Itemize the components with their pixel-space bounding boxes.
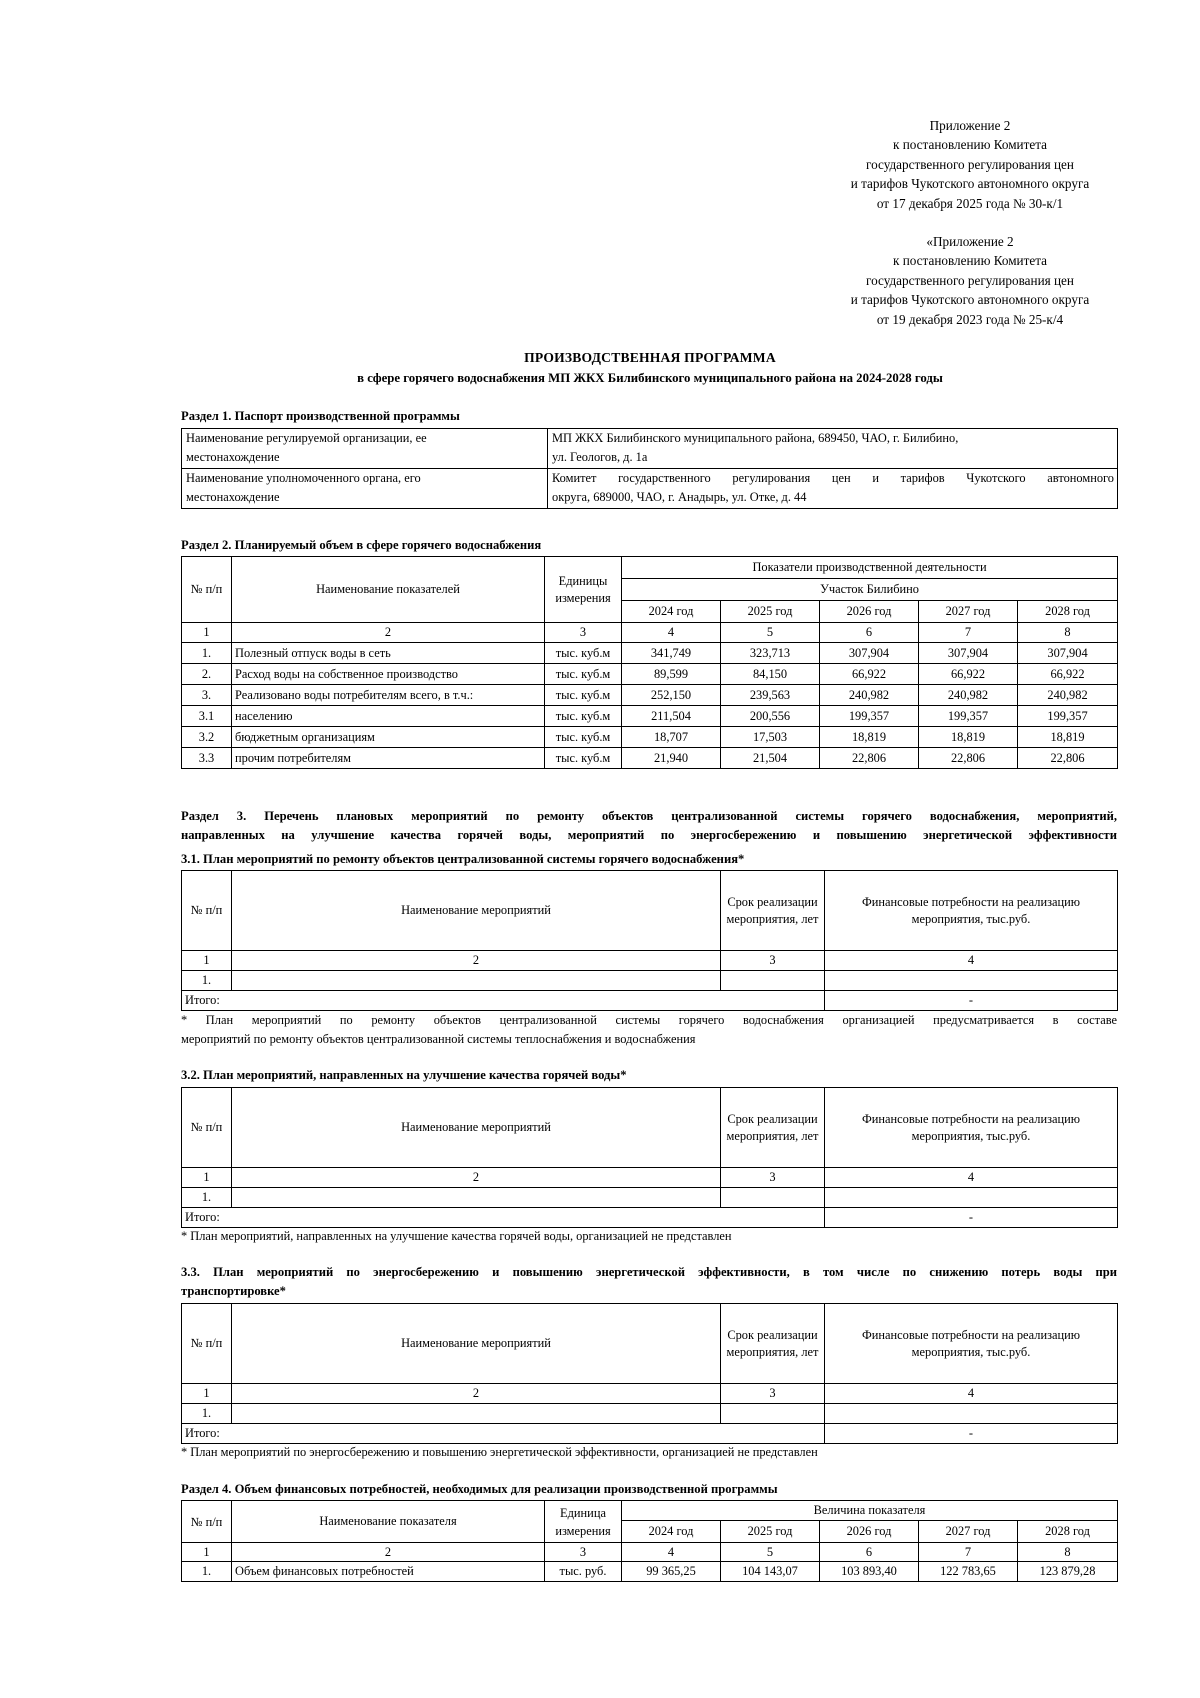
row-unit: тыс. куб.м — [545, 664, 622, 685]
appendix-line: и тарифов Чукотского автономного округа — [850, 292, 1090, 308]
index-cell: 2 — [232, 1384, 721, 1404]
row-num: 1. — [182, 1562, 232, 1582]
index-cell: 4 — [825, 1168, 1118, 1188]
index-cell: 1 — [182, 623, 232, 643]
row-value: 240,982 — [820, 685, 919, 706]
col-fin-header: Финансовые потребности на реализацию мероприятия, тыс.руб. — [825, 871, 1118, 951]
appendix-line: от 19 декабря 2023 года № 25-к/4 — [876, 311, 1064, 327]
row-value: 307,904 — [1018, 643, 1118, 664]
appendix-line: «Приложение 2 — [926, 234, 1014, 249]
row-unit: тыс. куб.м — [545, 748, 622, 769]
row-num: 1. — [182, 1188, 232, 1208]
table-header-row — [182, 1501, 1118, 1521]
section4-heading: Раздел 4. Объем финансовых потребностей, необходимых для реализации производственной программы — [181, 1482, 778, 1496]
row-value: 239,563 — [721, 685, 820, 706]
row-value: 323,713 — [721, 643, 820, 664]
row-num: 3. — [182, 685, 232, 706]
appendix-line: государственного регулирования цен — [866, 272, 1074, 288]
table-row — [182, 1404, 1118, 1424]
appendix-line: к постановлению Комитета — [893, 253, 1047, 269]
total-row — [182, 1208, 1118, 1228]
row-value: 66,922 — [919, 664, 1018, 685]
section3-heading-line2: направленных на улучшение качества горячей воды, мероприятий по энергосбережению и повышению энергетической эффективности — [181, 828, 1117, 842]
planned-volume-table — [181, 556, 1118, 769]
index-cell: 5 — [721, 1543, 820, 1562]
table-row — [182, 971, 1118, 991]
row-value: 18,707 — [622, 727, 721, 748]
row-value: 66,922 — [1018, 664, 1118, 685]
row-name: Полезный отпуск воды в сеть — [232, 643, 545, 664]
row-name: Реализовано воды потребителям всего, в т.ч.: — [232, 685, 545, 706]
table-row — [182, 469, 1118, 509]
index-cell: 4 — [622, 1543, 721, 1562]
table-header-row — [182, 871, 1118, 951]
index-cell: 2 — [232, 623, 545, 643]
row-unit: тыс. куб.м — [545, 727, 622, 748]
row-value: 240,982 — [1018, 685, 1118, 706]
index-cell: 3 — [545, 623, 622, 643]
index-cell: 7 — [919, 1543, 1018, 1562]
row-fin — [825, 1188, 1118, 1208]
index-cell: 4 — [825, 951, 1118, 971]
row-name: Расход воды на собственное производство — [232, 664, 545, 685]
group-header: Величина показателя — [622, 1501, 1118, 1521]
row-name — [232, 971, 721, 991]
row-value: 89,599 — [622, 664, 721, 685]
year-header: 2027 год — [919, 1521, 1018, 1543]
total-label: Итого: — [182, 1424, 825, 1444]
year-header: 2028 год — [1018, 1521, 1118, 1543]
total-row — [182, 991, 1118, 1011]
table-row — [182, 643, 1118, 664]
index-cell: 3 — [721, 1168, 825, 1188]
subsection-3-3-heading-line1: 3.3. План мероприятий по энергосбережению и повышению энергетической эффективности, в том числе по снижению потерь воды при — [181, 1265, 1117, 1279]
appendix-line: государственного регулирования цен — [866, 156, 1074, 172]
col-unit-header: Единицы измерения — [545, 557, 622, 623]
subsection-3-1-heading: 3.1. План мероприятий по ремонту объектов централизованной системы горячего водоснабжения* — [181, 852, 745, 866]
col-num-header: № п/п — [182, 557, 232, 623]
col-name-header: Наименование мероприятий — [232, 1088, 721, 1168]
index-cell: 4 — [622, 623, 721, 643]
passport-value-line: округа, 689000, ЧАО, г. Анадырь, ул. Отке, д. 44 — [552, 490, 807, 504]
passport-label-line: Наименование регулируемой организации, ее — [186, 431, 427, 445]
row-num: 3.2 — [182, 727, 232, 748]
row-fin — [825, 1404, 1118, 1424]
row-value: 21,504 — [721, 748, 820, 769]
row-name — [232, 1188, 721, 1208]
col-num-header: № п/п — [182, 1088, 232, 1168]
total-value: - — [825, 991, 1118, 1011]
year-header: 2025 год — [721, 601, 820, 623]
passport-table — [181, 428, 1118, 509]
passport-value-line: Комитет государственного регулирования цен и тарифов Чукотского автономного — [552, 471, 1114, 485]
row-unit: тыс. руб. — [545, 1562, 622, 1582]
appendix-line: от 17 декабря 2025 года № 30-к/1 — [876, 195, 1064, 211]
table-row — [182, 727, 1118, 748]
passport-label-line: местонахождение — [186, 490, 280, 504]
section3-heading-line1: Раздел 3. Перечень плановых мероприятий по ремонту объектов централизованной системы горячего водоснабжения, мероприятий, — [181, 809, 1117, 823]
table-row — [182, 1562, 1118, 1582]
col-name-header: Наименование показателей — [232, 557, 545, 623]
row-value: 22,806 — [1018, 748, 1118, 769]
total-value: - — [825, 1424, 1118, 1444]
row-value: 199,357 — [1018, 706, 1118, 727]
title-main: ПРОИЗВОДСТВЕННАЯ ПРОГРАММА — [524, 350, 776, 365]
table-row — [182, 1188, 1118, 1208]
index-cell: 6 — [820, 1543, 919, 1562]
year-header: 2024 год — [622, 1521, 721, 1543]
financial-needs-table — [181, 1500, 1118, 1582]
appendix-line: Приложение 2 — [929, 118, 1011, 133]
index-cell: 3 — [721, 951, 825, 971]
row-name: Объем финансовых потребностей — [232, 1562, 545, 1582]
row-num: 1. — [182, 643, 232, 664]
col-term-header: Срок реализации мероприятия, лет — [721, 1088, 825, 1168]
note-3-1-line1: * План мероприятий по ремонту объектов централизованной системы горячего водоснабжения организацией предусматривается в составе — [181, 1013, 1117, 1027]
note-3-1-line2: мероприятий по ремонту объектов централизованной системы теплоснабжения и водоснабжения — [181, 1032, 696, 1046]
row-value: 22,806 — [919, 748, 1018, 769]
col-num-header: № п/п — [182, 1304, 232, 1384]
table-row — [182, 664, 1118, 685]
col-num-header: № п/п — [182, 1501, 232, 1543]
row-value: 199,357 — [820, 706, 919, 727]
index-cell: 5 — [721, 623, 820, 643]
year-header: 2026 год — [820, 1521, 919, 1543]
table-header-row — [182, 1088, 1118, 1168]
row-value: 103 893,40 — [820, 1562, 919, 1582]
total-label: Итого: — [182, 1208, 825, 1228]
table-row — [182, 748, 1118, 769]
row-term — [721, 1404, 825, 1424]
row-num: 3.3 — [182, 748, 232, 769]
row-value: 21,940 — [622, 748, 721, 769]
index-cell: 3 — [721, 1384, 825, 1404]
table-header-row — [182, 1304, 1118, 1384]
row-value: 199,357 — [919, 706, 1018, 727]
passport-value-line: МП ЖКХ Билибинского муниципального района, 689450, ЧАО, г. Билибино, — [552, 431, 959, 445]
year-header: 2027 год — [919, 601, 1018, 623]
row-value: 22,806 — [820, 748, 919, 769]
row-value: 341,749 — [622, 643, 721, 664]
plan-3-1-table — [181, 870, 1118, 1011]
index-cell: 7 — [919, 623, 1018, 643]
table-row — [182, 685, 1118, 706]
index-cell: 2 — [232, 1543, 545, 1562]
index-row — [182, 623, 1118, 643]
index-cell: 4 — [825, 1384, 1118, 1404]
row-fin — [825, 971, 1118, 991]
total-row — [182, 1424, 1118, 1444]
row-value: 211,504 — [622, 706, 721, 727]
row-term — [721, 1188, 825, 1208]
note-3-3: * План мероприятий по энергосбережению и повышению энергетической эффективности, организацией не представлен — [181, 1445, 818, 1459]
year-header: 2026 год — [820, 601, 919, 623]
appendix-header-new — [820, 116, 1120, 213]
year-header: 2025 год — [721, 1521, 820, 1543]
section1-heading: Раздел 1. Паспорт производственной программы — [181, 409, 460, 423]
row-num: 1. — [182, 971, 232, 991]
passport-value-cell — [548, 429, 1118, 469]
appendix-line: и тарифов Чукотского автономного округа — [850, 176, 1090, 192]
col-name-header: Наименование мероприятий — [232, 1304, 721, 1384]
passport-label-line: местонахождение — [186, 450, 280, 464]
row-value: 18,819 — [1018, 727, 1118, 748]
total-label: Итого: — [182, 991, 825, 1011]
row-value: 18,819 — [919, 727, 1018, 748]
row-name: населению — [232, 706, 545, 727]
index-cell: 1 — [182, 1384, 232, 1404]
col-unit-header: Единица измерения — [545, 1501, 622, 1543]
col-term-header: Срок реализации мероприятия, лет — [721, 871, 825, 951]
row-num: 3.1 — [182, 706, 232, 727]
index-cell: 6 — [820, 623, 919, 643]
row-value: 240,982 — [919, 685, 1018, 706]
plan-3-3-table — [181, 1303, 1118, 1444]
appendix-line: к постановлению Комитета — [893, 137, 1047, 153]
subgroup-header: Участок Билибино — [622, 579, 1118, 601]
row-value: 18,819 — [820, 727, 919, 748]
subsection-3-2-heading: 3.2. План мероприятий, направленных на улучшение качества горячей воды* — [181, 1068, 627, 1082]
passport-label-cell — [182, 469, 548, 509]
row-value: 66,922 — [820, 664, 919, 685]
row-value: 307,904 — [820, 643, 919, 664]
col-name-header: Наименование мероприятий — [232, 871, 721, 951]
passport-value-cell — [548, 469, 1118, 509]
index-cell: 2 — [232, 1168, 721, 1188]
row-value: 252,150 — [622, 685, 721, 706]
row-name: прочим потребителям — [232, 748, 545, 769]
col-term-header: Срок реализации мероприятия, лет — [721, 1304, 825, 1384]
section2-heading: Раздел 2. Планируемый объем в сфере горячего водоснабжения — [181, 538, 542, 552]
group-header: Показатели производственной деятельности — [622, 557, 1118, 579]
index-row — [182, 951, 1118, 971]
passport-label-line: Наименование уполномоченного органа, его — [186, 471, 421, 485]
year-header: 2028 год — [1018, 601, 1118, 623]
title-subtitle: в сфере горячего водоснабжения МП ЖКХ Билибинского муниципального района на 2024-2028 годы — [357, 371, 943, 385]
passport-label-cell — [182, 429, 548, 469]
row-value: 84,150 — [721, 664, 820, 685]
row-value: 99 365,25 — [622, 1562, 721, 1582]
row-term — [721, 971, 825, 991]
index-row — [182, 1168, 1118, 1188]
row-value: 17,503 — [721, 727, 820, 748]
row-name — [232, 1404, 721, 1424]
subsection-3-3-heading-line2: транспортировке* — [181, 1284, 286, 1298]
plan-3-2-table — [181, 1087, 1118, 1228]
index-cell: 8 — [1018, 1543, 1118, 1562]
index-cell: 3 — [545, 1543, 622, 1562]
note-3-2: * План мероприятий, направленных на улучшение качества горячей воды, организацией не представлен — [181, 1229, 732, 1243]
col-num-header: № п/п — [182, 871, 232, 951]
index-row — [182, 1384, 1118, 1404]
index-cell: 8 — [1018, 623, 1118, 643]
appendix-header-old — [820, 232, 1120, 329]
table-row — [182, 706, 1118, 727]
row-unit: тыс. куб.м — [545, 643, 622, 664]
index-cell: 1 — [182, 1543, 232, 1562]
index-cell: 2 — [232, 951, 721, 971]
row-unit: тыс. куб.м — [545, 685, 622, 706]
col-fin-header: Финансовые потребности на реализацию мероприятия, тыс.руб. — [825, 1304, 1118, 1384]
row-num: 2. — [182, 664, 232, 685]
document-title — [180, 348, 1120, 388]
row-name: бюджетным организациям — [232, 727, 545, 748]
row-value: 200,556 — [721, 706, 820, 727]
table-header-row — [182, 557, 1118, 579]
row-num: 1. — [182, 1404, 232, 1424]
row-unit: тыс. куб.м — [545, 706, 622, 727]
row-value: 122 783,65 — [919, 1562, 1018, 1582]
table-row — [182, 429, 1118, 469]
row-value: 123 879,28 — [1018, 1562, 1118, 1582]
year-header: 2024 год — [622, 601, 721, 623]
col-fin-header: Финансовые потребности на реализацию мероприятия, тыс.руб. — [825, 1088, 1118, 1168]
row-value: 307,904 — [919, 643, 1018, 664]
col-name-header: Наименование показателя — [232, 1501, 545, 1543]
index-cell: 1 — [182, 951, 232, 971]
index-row — [182, 1543, 1118, 1562]
passport-value-line: ул. Геологов, д. 1а — [552, 450, 648, 464]
row-value: 104 143,07 — [721, 1562, 820, 1582]
total-value: - — [825, 1208, 1118, 1228]
index-cell: 1 — [182, 1168, 232, 1188]
